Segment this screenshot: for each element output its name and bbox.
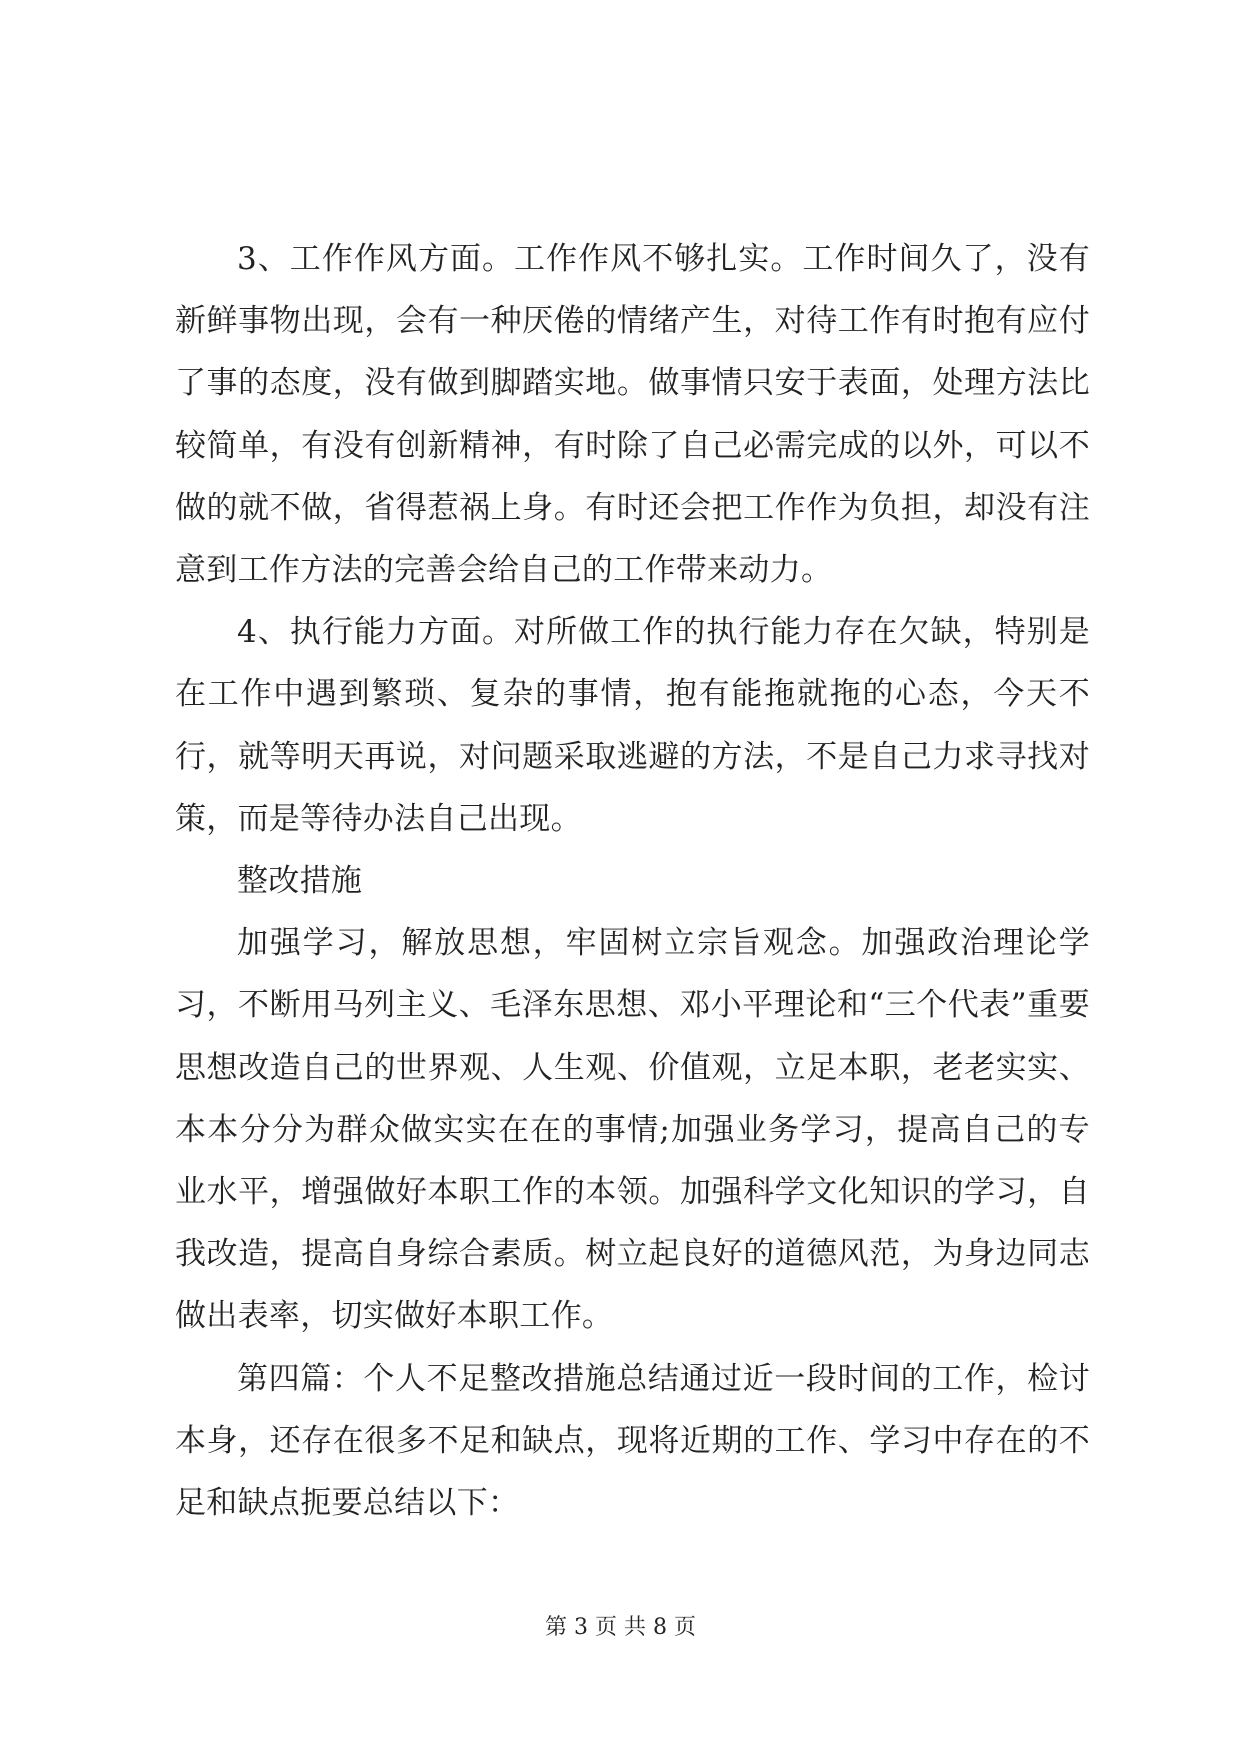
paragraph-chapter-four: 第四篇：个人不足整改措施总结通过近一段时间的工作，检讨本身，还存在很多不足和缺点，现将近期的工作、学习中存在的不足和缺点扼要总结以下： — [175, 1360, 1090, 1522]
page-number-footer: 第 3 页 共 8 页 — [545, 1615, 696, 1640]
paragraph-execution-ability: 4、执行能力方面。对所做工作的执行能力存在欠缺，特别是在工作中遇到繁琐、复杂的事情，抱有能拖就拖的心态，今天不行，就等明天再说，对问题采取逃避的方法，不是自己力求寻找对策，而是等待办法自己出现。 — [175, 614, 1090, 837]
section-heading-rectification: 整改措施 — [237, 863, 363, 900]
paragraph-work-style: 3、工作作风方面。工作作风不够扎实。工作时间久了，没有新鲜事物出现，会有一种厌倦的情绪产生，对待工作有时抱有应付了事的态度，没有做到脚踏实地。做事情只安于表面，处理方法比较简单，有没有创新精神，有时除了自己必需完成的以外，可以不做的就不做，省得惹祸上身。有时还会把工作作为负担，却没有注意到工作方法的完善会给自己的工作带来动力。 — [175, 241, 1090, 589]
paragraph-strengthen-study: 加强学习，解放思想，牢固树立宗旨观念。加强政治理论学习，不断用马列主义、毛泽东思想、邓小平理论和“三个代表”重要思想改造自己的世界观、人生观、价值观，立足本职，老老实实、本本分分为群众做实实在在的事情;加强业务学习，提高自己的专业水平，增强做好本职工作的本领。加强科学文化知识的学习，自我改造，提高自身综合素质。树立起良好的道德风范，为身边同志做出表率，切实做好本职工作。 — [175, 925, 1090, 1335]
document-body — [175, 228, 1090, 1534]
